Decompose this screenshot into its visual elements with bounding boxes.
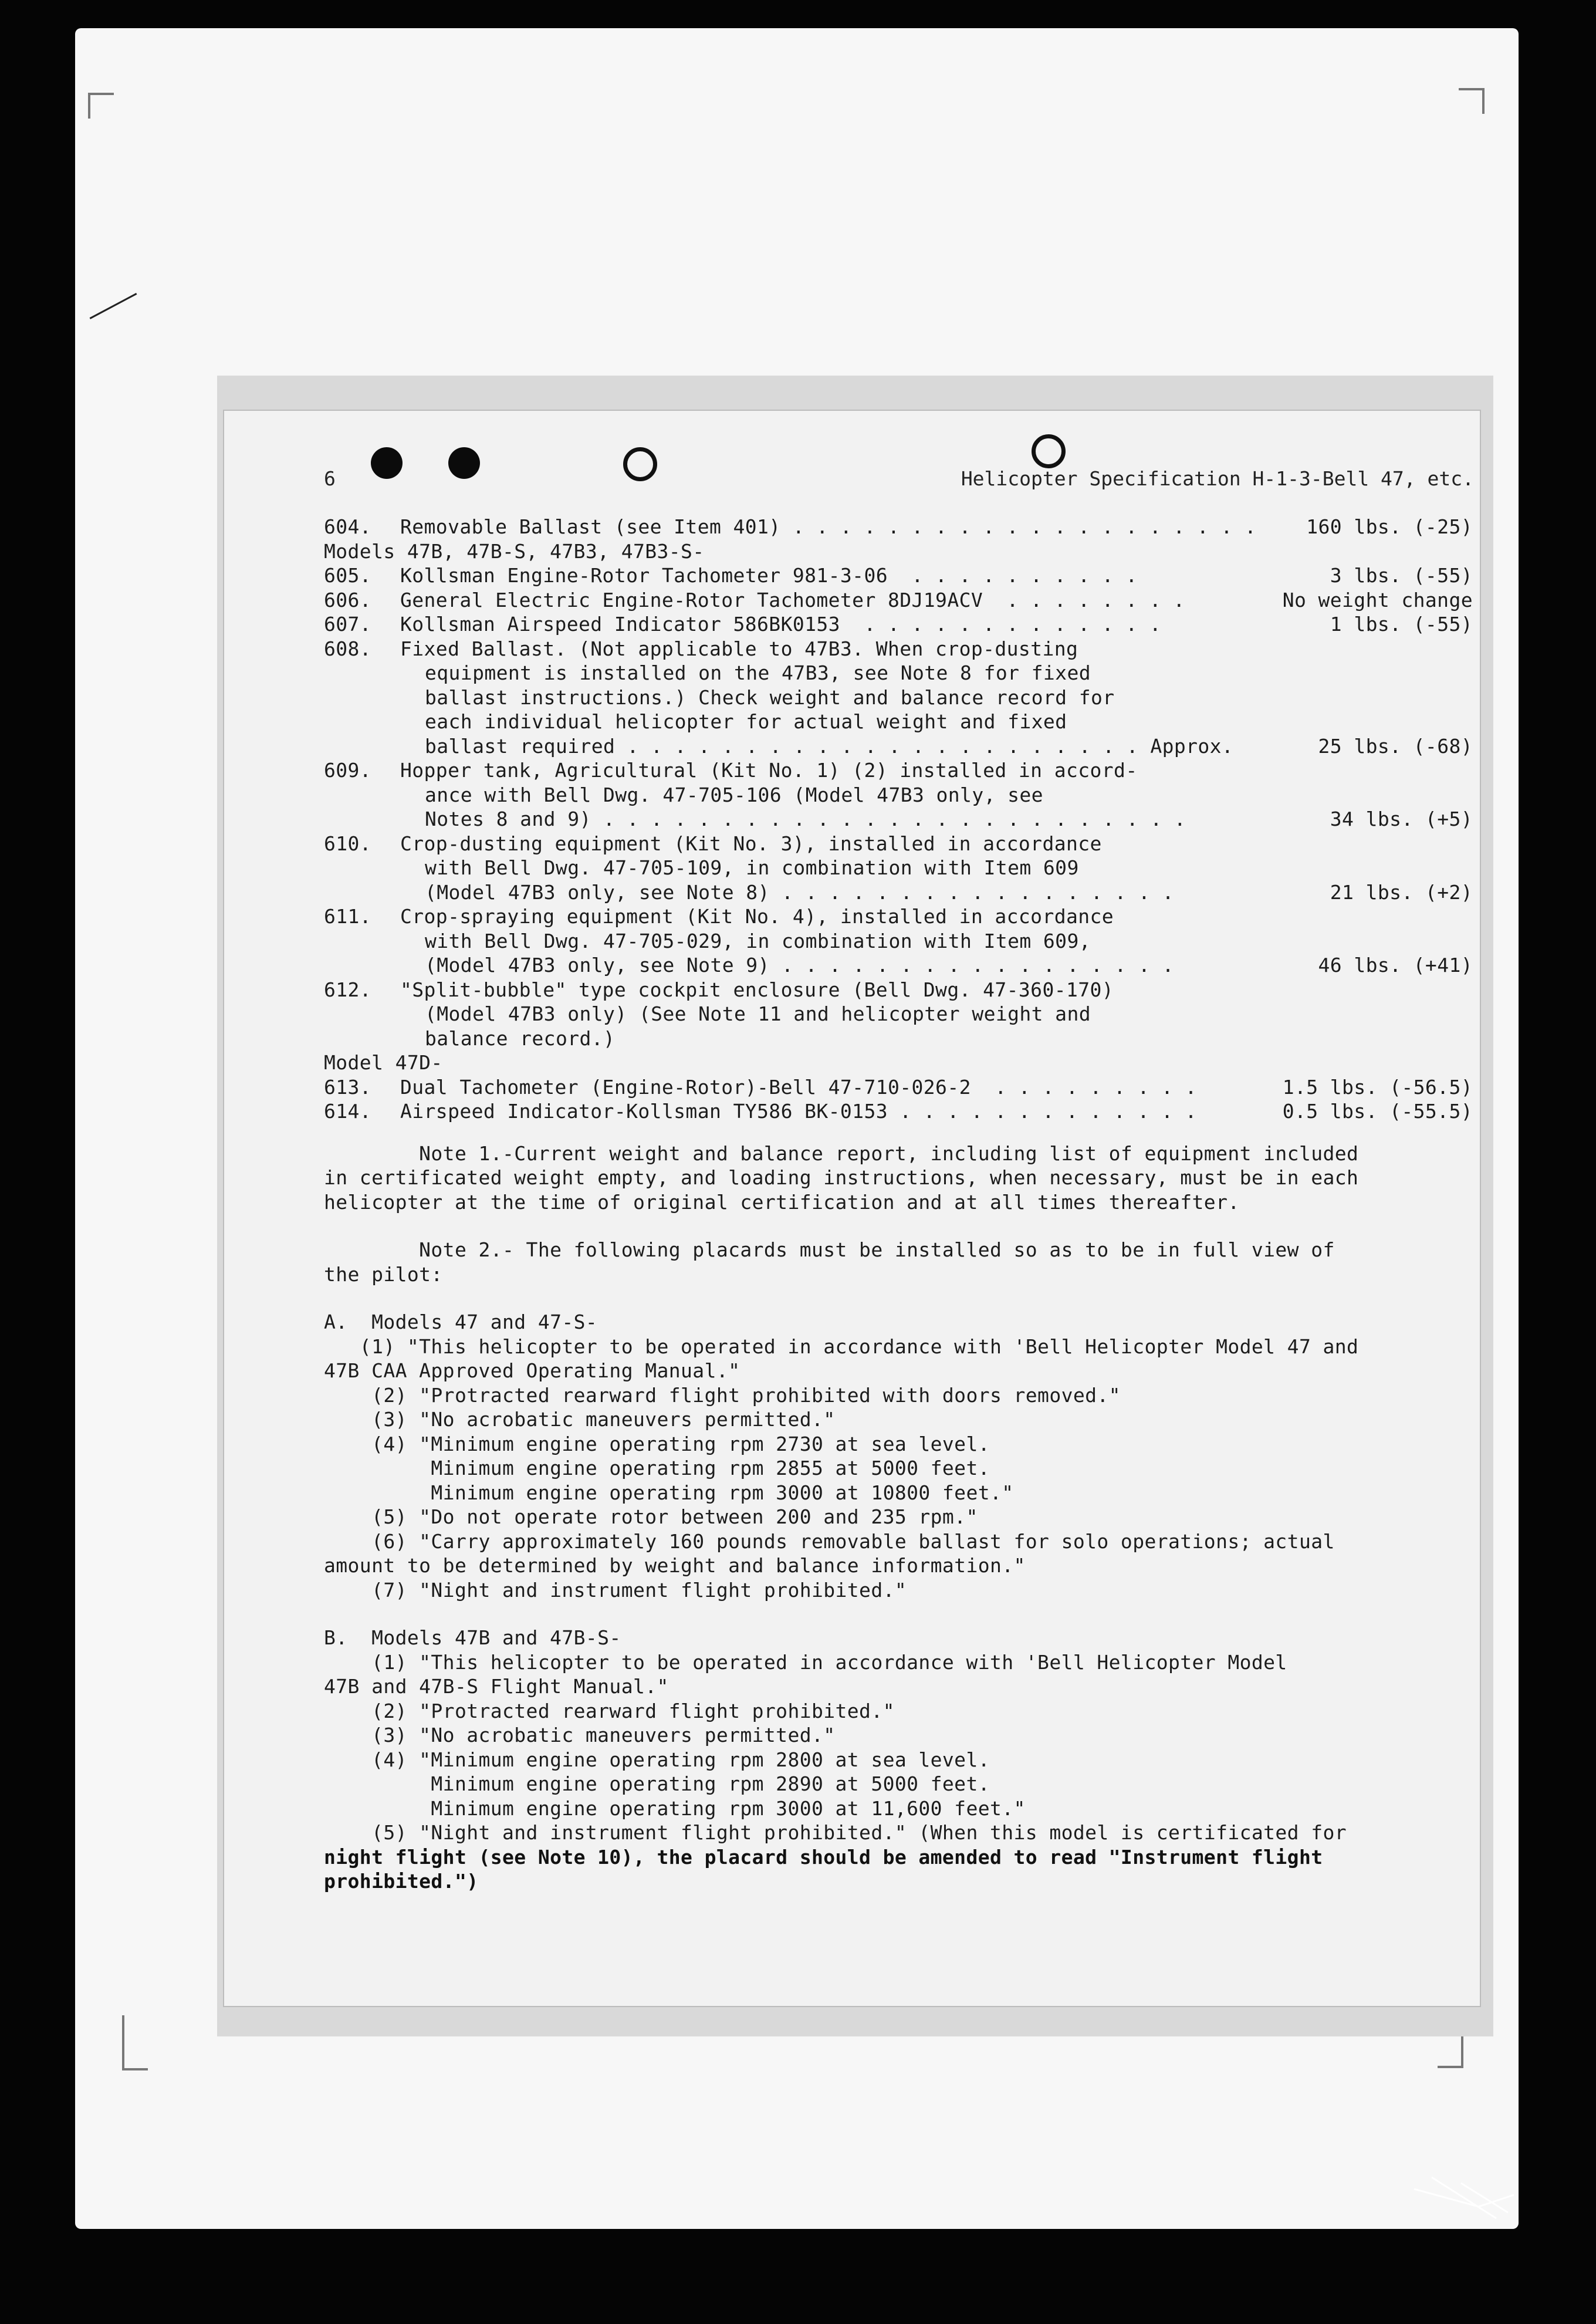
item-text-continued: each individual helicopter for actual weight and fixed [425,710,1067,733]
placard-text-bold: night flight (see Note 10), the placard should be amended to read "Instrument flight [324,1845,1323,1869]
item-weight-value: 25 lbs. (-68) [1318,734,1473,758]
item-number: 614. [324,1100,372,1123]
item-text-continued: (Model 47B3 only, see Note 9) . . . . . . . . . . . . . . . . . [425,954,1174,977]
item-number: 607. [324,613,372,636]
punch-hole [448,447,480,479]
item-number: 610. [324,832,372,855]
item-weight-value: 1.5 lbs. (-56.5) [1282,1075,1473,1099]
frame-corner-mark [88,93,114,119]
frame-corner-mark [122,2015,148,2070]
item-number: 613. [324,1075,372,1099]
placard-text-bold: prohibited.") [324,1870,479,1893]
item-number: 611. [324,905,372,928]
item-number: 609. [324,759,372,782]
item-text: Fixed Ballast. (Not applicable to 47B3. When crop-dusting [400,637,1078,660]
item-number: 608. [324,637,372,660]
page-header-title: Helicopter Specification H-1-3-Bell 47, etc. [961,467,1474,490]
page-number: 6 [324,467,336,490]
item-text: Airspeed Indicator-Kollsman TY586 BK-0153 . . . . . . . . . . . . . [400,1100,1197,1123]
document-page [224,411,1480,2006]
section-heading: Model 47D- [324,1051,443,1074]
item-weight-value: 46 lbs. (+41) [1318,954,1473,977]
placard-text: Minimum engine operating rpm 3000 at 10800 feet." [324,1481,1014,1504]
item-text: Removable Ballast (see Item 401) . . . . . . . . . . . . . . . . . . . . [400,515,1257,538]
placard-section-heading: A. Models 47 and 47-S- [324,1310,598,1333]
item-number: 605. [324,564,372,587]
placard-text: (4) "Minimum engine operating rpm 2730 at sea level. [324,1432,990,1455]
placard-text: Minimum engine operating rpm 3000 at 11,600 feet." [324,1796,1026,1820]
item-text: Crop-dusting equipment (Kit No. 3), installed in accordance [400,832,1102,855]
punch-hole [623,447,657,481]
item-text: "Split-bubble" type cockpit enclosure (Bell Dwg. 47-360-170) [400,978,1114,1001]
placard-text: 47B CAA Approved Operating Manual." [324,1359,740,1382]
placard-text: (7) "Night and instrument flight prohibited." [324,1578,907,1602]
note-text: in certificated weight empty, and loading instructions, when necessary, must be in each [324,1166,1359,1189]
placard-text: (2) "Protracted rearward flight prohibited." [324,1699,895,1722]
item-text-continued: ance with Bell Dwg. 47-705-106 (Model 47B3 only, see [425,783,1043,806]
placard-section-heading: B. Models 47B and 47B-S- [324,1626,621,1649]
placard-text: (3) "No acrobatic maneuvers permitted." [324,1724,836,1747]
note-text: Note 1.-Current weight and balance report, including list of equipment included [324,1141,1359,1165]
item-weight-value: 0.5 lbs. (-55.5) [1282,1100,1473,1123]
item-text-continued: Notes 8 and 9) . . . . . . . . . . . . . . . . . . . . . . . . . [425,808,1186,830]
placard-text: (3) "No acrobatic maneuvers permitted." [324,1408,836,1431]
item-weight-value: 3 lbs. (-55) [1330,564,1473,587]
item-text: Dual Tachometer (Engine-Rotor)-Bell 47-710-026-2 . . . . . . . . . [400,1075,1197,1099]
frame-corner-mark [1459,88,1485,114]
placard-text: (1) "This helicopter to be operated in accordance with 'Bell Helicopter Model 47 and [324,1335,1359,1358]
film-edge-artifact [1408,2171,1526,2224]
item-text: Kollsman Engine-Rotor Tachometer 981-3-06 . . . . . . . . . . [400,564,1138,587]
item-text: Hopper tank, Agricultural (Kit No. 1) (2) installed in accord- [400,759,1138,782]
item-number: 606. [324,588,372,612]
item-text-continued: ballast required . . . . . . . . . . . . . . . . . . . . . . Approx. [425,734,1234,758]
item-text-continued: (Model 47B3 only, see Note 8) . . . . . . . . . . . . . . . . . [425,880,1174,904]
item-weight-value: 1 lbs. (-55) [1330,613,1473,636]
placard-text: (2) "Protracted rearward flight prohibited with doors removed." [324,1383,1121,1407]
item-text-continued: ballast instructions.) Check weight and balance record for [425,685,1115,709]
placard-text: (1) "This helicopter to be operated in accordance with 'Bell Helicopter Model [324,1650,1287,1674]
item-weight-value: 21 lbs. (+2) [1330,880,1473,904]
placard-text: (6) "Carry approximately 160 pounds removable ballast for solo operations; actual [324,1529,1335,1553]
item-text-continued: balance record.) [425,1026,616,1050]
item-number: 612. [324,978,372,1001]
note-text: Note 2.- The following placards must be installed so as to be in full view of [324,1238,1335,1261]
placard-text: Minimum engine operating rpm 2890 at 5000 feet. [324,1772,990,1795]
placard-text: (5) "Night and instrument flight prohibited." (When this model is certificated for [324,1821,1347,1844]
punch-hole [371,447,403,479]
item-number: 604. [324,515,372,538]
item-weight-value: 34 lbs. (+5) [1330,808,1473,830]
placard-text: Minimum engine operating rpm 2855 at 5000 feet. [324,1457,990,1479]
note-text: helicopter at the time of original certification and at all times thereafter. [324,1190,1240,1214]
item-text: Crop-spraying equipment (Kit No. 4), installed in accordance [400,905,1114,928]
item-text-continued: equipment is installed on the 47B3, see Note 8 for fixed [425,661,1091,684]
placard-text: (4) "Minimum engine operating rpm 2800 at sea level. [324,1748,990,1771]
section-heading: Models 47B, 47B-S, 47B3, 47B3-S- [324,539,705,563]
item-weight-value: No weight change [1282,588,1473,612]
item-weight-value: 160 lbs. (-25) [1306,515,1473,538]
item-text: Kollsman Airspeed Indicator 586BK0153 . . . . . . . . . . . . . [400,613,1162,636]
note-text: the pilot: [324,1262,443,1286]
item-text: General Electric Engine-Rotor Tachometer 8DJ19ACV . . . . . . . . [400,588,1185,612]
punch-hole [1032,434,1066,468]
placard-text: (5) "Do not operate rotor between 200 and 235 rpm." [324,1505,978,1528]
item-text-continued: with Bell Dwg. 47-705-029, in combination with Item 609, [425,929,1091,952]
placard-text: amount to be determined by weight and balance information." [324,1554,1026,1577]
placard-text: 47B and 47B-S Flight Manual." [324,1675,669,1698]
item-text-continued: with Bell Dwg. 47-705-109, in combination with Item 609 [425,856,1079,879]
item-text-continued: (Model 47B3 only) (See Note 11 and helicopter weight and [425,1002,1091,1025]
